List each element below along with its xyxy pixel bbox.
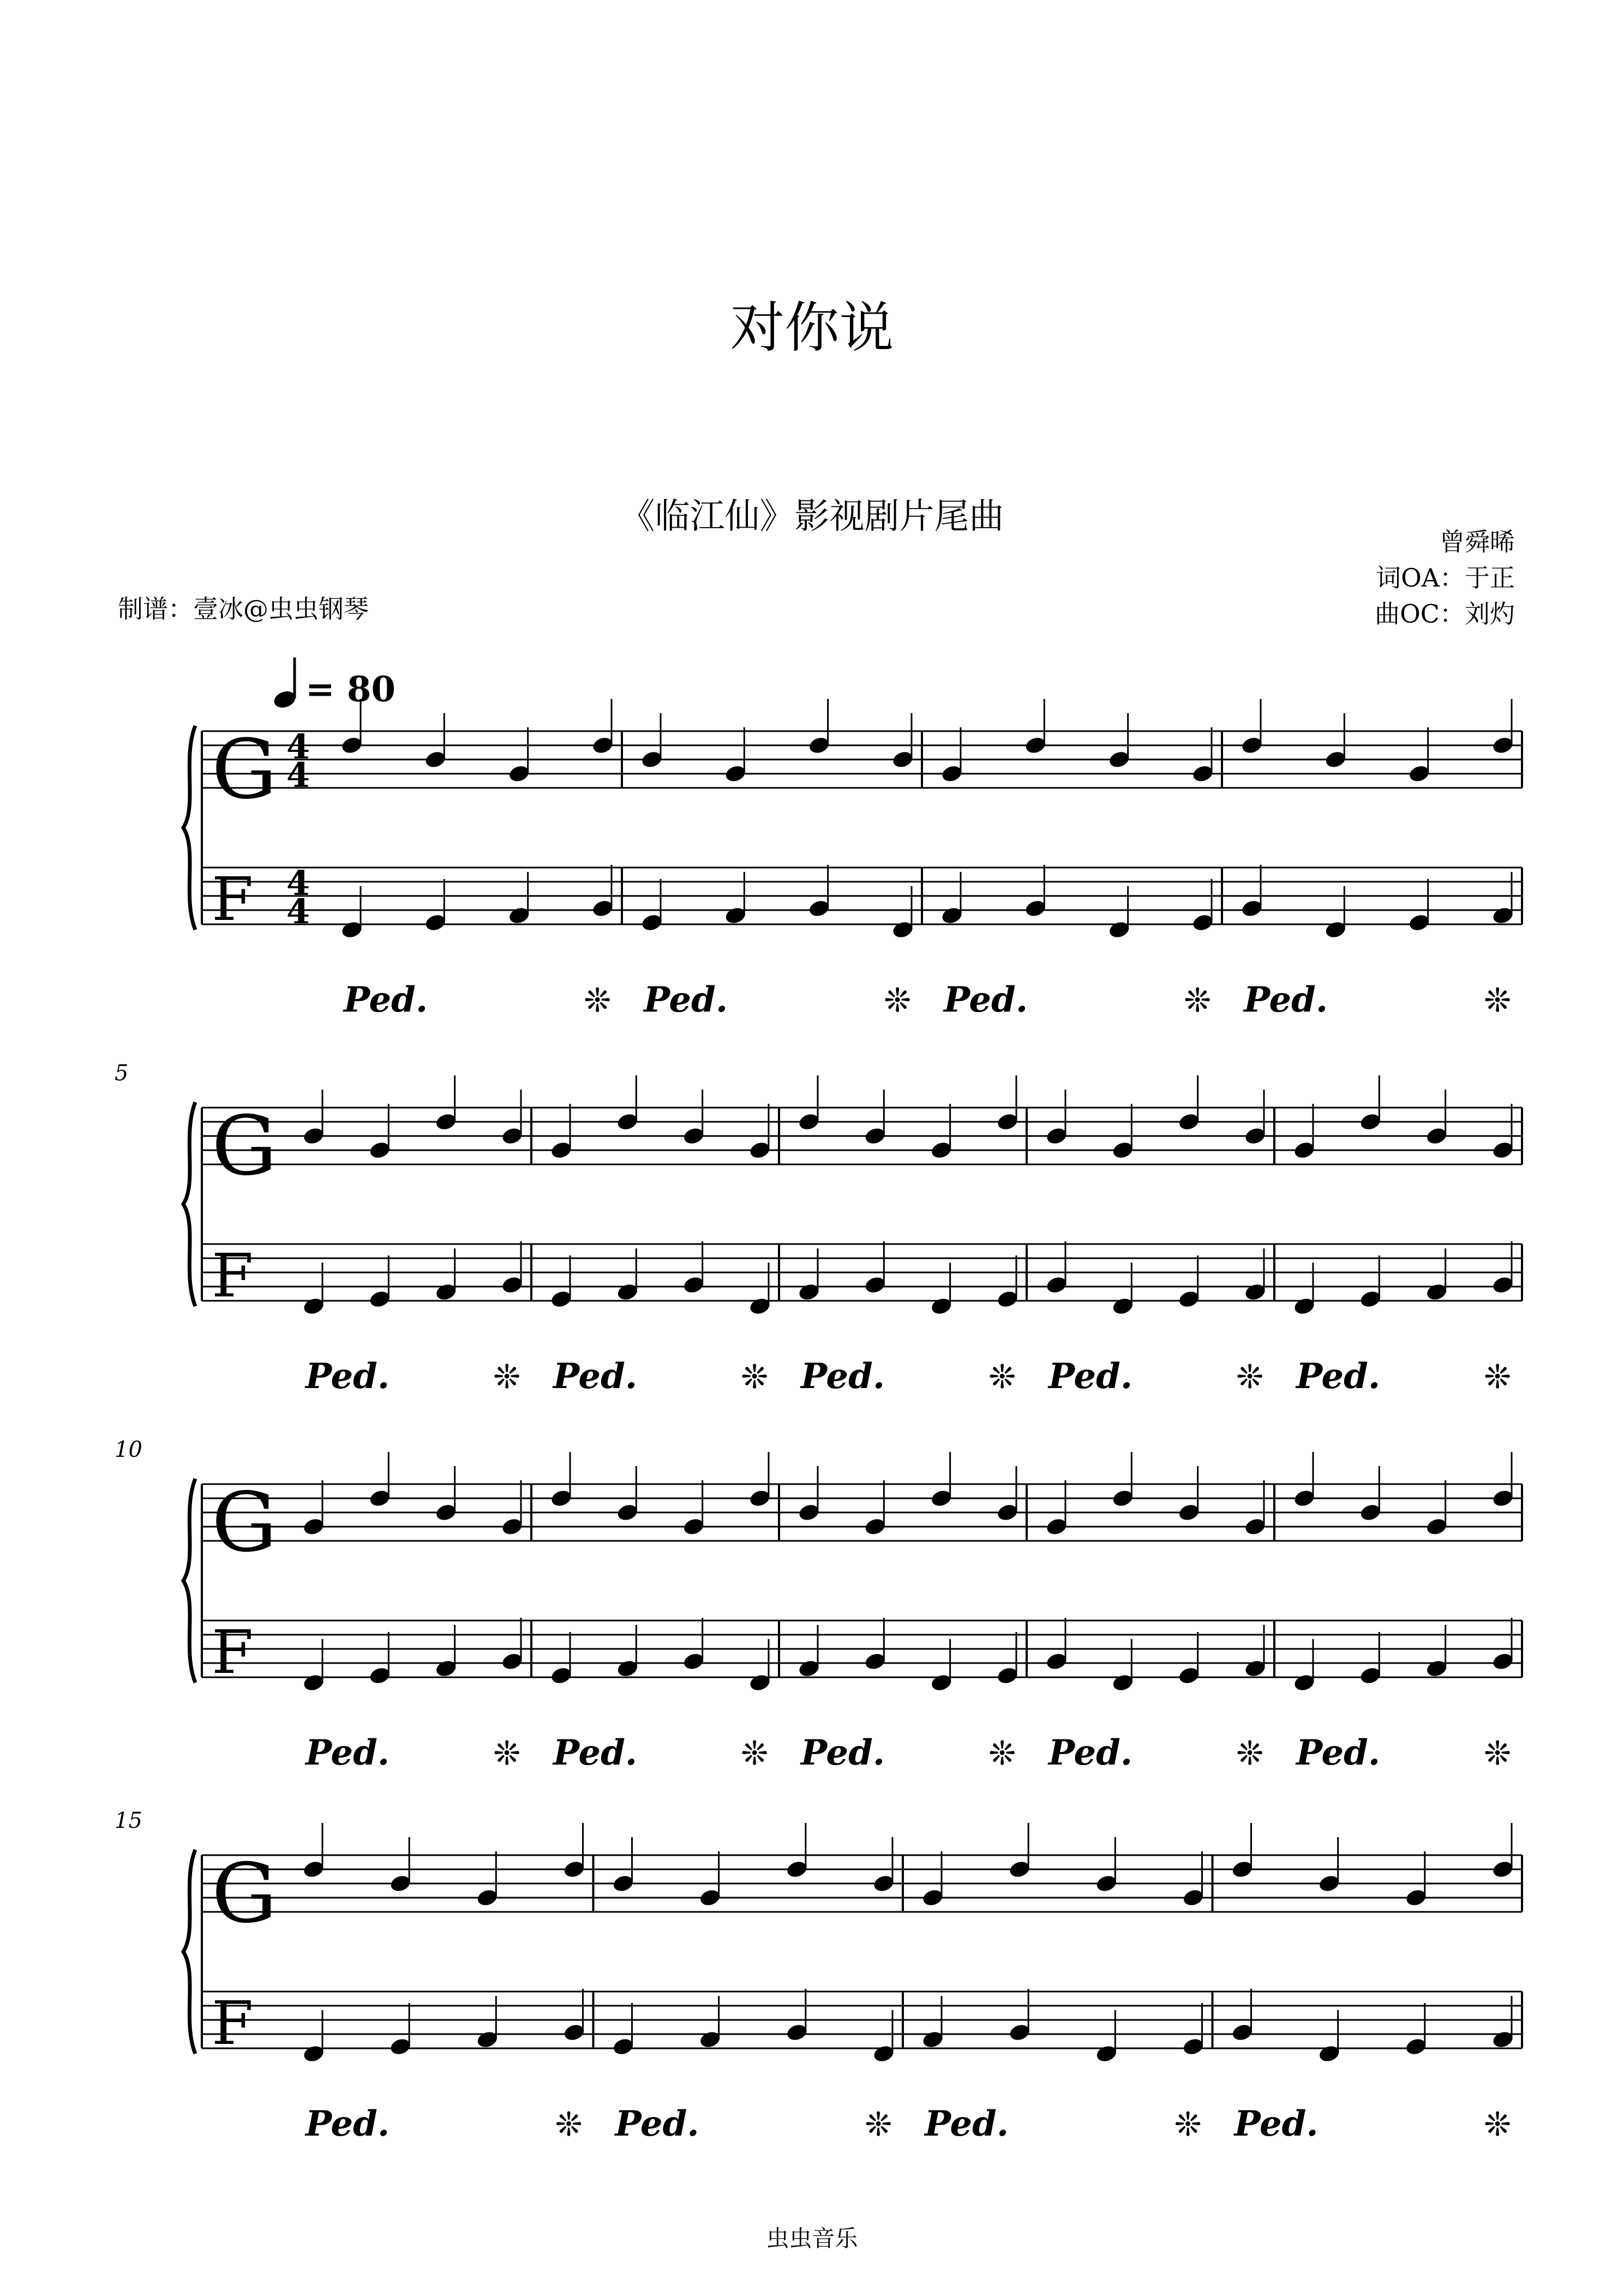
pedal-down-mark: Ped. [305,1356,390,1397]
grand-staff-brace [183,1850,195,2054]
pedal-release-mark: ❊ [1174,2106,1202,2144]
composer: 曲OC：刘灼 [1375,599,1515,629]
pedal-release-mark: ❊ [741,1735,769,1773]
pedal-down-mark: Ped. [1234,2103,1319,2144]
treble-clef: G [212,1846,277,1941]
singer: 曾舜晞 [1440,527,1515,557]
pedal-down-mark: Ped. [553,1732,638,1773]
pedal-release-mark: ❊ [493,1735,521,1773]
pedal-down-mark: Ped. [305,2103,390,2144]
arranger: 制谱：壹冰@虫虫钢琴 [118,594,369,624]
system-1 [183,699,1522,1020]
pedal-release-mark: ❊ [988,1735,1016,1773]
pedal-release-mark: ❊ [865,2106,892,2144]
system-2 [115,1061,1522,1397]
time-signature-bottom: 4 [286,892,310,931]
pedal-release-mark: ❊ [1236,1358,1264,1396]
pedal-down-mark: Ped. [305,1732,390,1773]
pedal-down-mark: Ped. [1296,1356,1381,1397]
pedal-release-mark: ❊ [884,982,912,1020]
grand-staff-brace [183,1479,195,1683]
tempo-text: = 80 [305,669,395,710]
pedal-down-mark: Ped. [1296,1732,1381,1773]
measure-number: 10 [115,1437,142,1462]
tempo-marking [272,657,395,710]
treble-clef: G [212,722,277,817]
pedal-down-mark: Ped. [1048,1356,1133,1397]
pedal-release-mark: ❊ [584,982,612,1020]
page-title: 对你说 [730,296,894,360]
pedal-release-mark: ❊ [1484,2106,1512,2144]
pedal-release-mark: ❊ [493,1358,521,1396]
pedal-down-mark: Ped. [553,1356,638,1397]
treble-clef: G [212,1099,277,1194]
pedal-down-mark: Ped. [801,1356,885,1397]
pedal-release-mark: ❊ [1236,1735,1264,1773]
bass-clef: F [212,864,254,934]
pedal-release-mark: ❊ [1484,1735,1512,1773]
bass-clef: F [212,1617,254,1687]
pedal-down-mark: Ped. [944,979,1028,1020]
grand-staff-brace [183,726,195,930]
pedal-release-mark: ❊ [1484,982,1512,1020]
time-signature-top: 4 [286,727,310,767]
pedal-down-mark: Ped. [615,2103,699,2144]
measure-number: 15 [115,1808,142,1833]
time-signature-bottom: 4 [286,755,310,795]
systems [115,699,1522,2144]
treble-clef: G [212,1475,277,1570]
measure-number: 5 [115,1061,129,1086]
pedal-down-mark: Ped. [344,979,428,1020]
bass-clef: F [212,1988,254,2058]
pedal-down-mark: Ped. [801,1732,885,1773]
footer: 虫虫音乐 [766,2225,858,2252]
system-4 [115,1808,1522,2144]
bass-clef: F [212,1241,254,1311]
pedal-down-mark: Ped. [925,2103,1009,2144]
pedal-release-mark: ❊ [988,1358,1016,1396]
time-signature-top: 4 [286,863,310,903]
pedal-release-mark: ❊ [555,2106,583,2144]
grand-staff-brace [183,1102,195,1306]
pedal-release-mark: ❊ [1184,982,1212,1020]
pedal-down-mark: Ped. [1048,1732,1133,1773]
system-3 [115,1437,1522,1773]
pedal-down-mark: Ped. [1244,979,1328,1020]
subtitle: 《临江仙》影视剧片尾曲 [620,497,1004,537]
lyricist: 词OA：于正 [1376,563,1515,593]
pedal-down-mark: Ped. [644,979,728,1020]
pedal-release-mark: ❊ [741,1358,769,1396]
pedal-release-mark: ❊ [1484,1358,1512,1396]
